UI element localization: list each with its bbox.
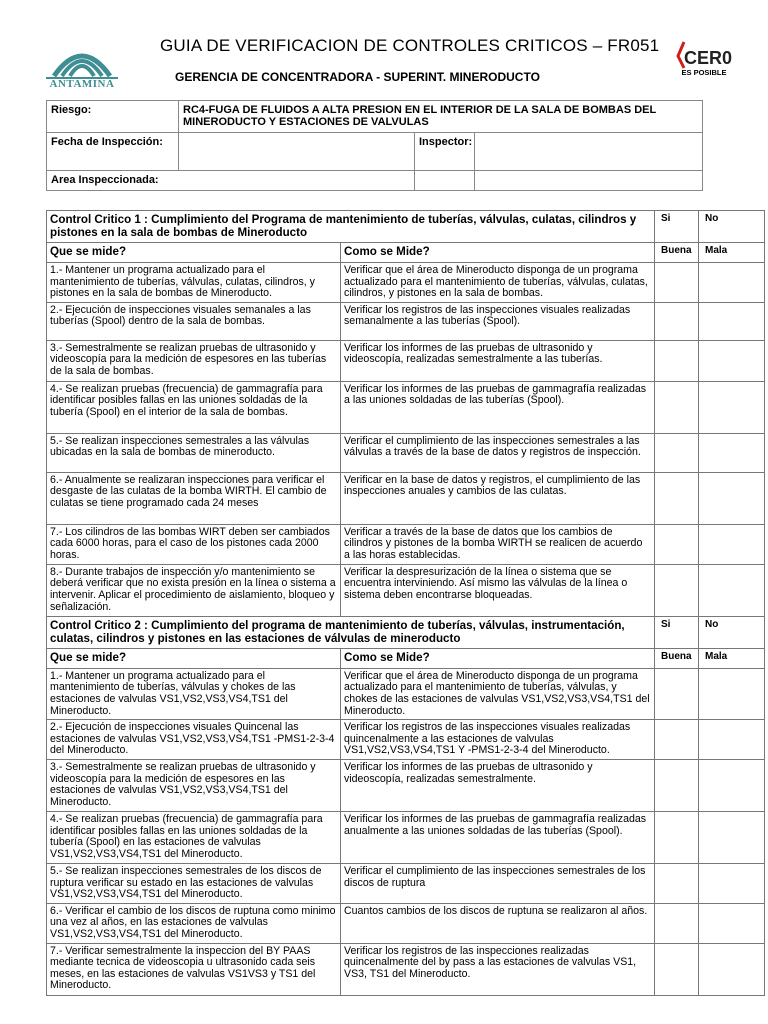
como-se-mide-cell: Verificar los informes de las pruebas de ultrasonido y videoscopía, realizadas semestralmente a las tuberías. [341, 340, 655, 381]
como-se-mide-cell: Verificar los informes de las pruebas de gammagrafía realizadas anualmente a las uniones soldadas de las tuberías (Spool). [341, 811, 655, 863]
control-title: Control Critico 1 : Cumplimiento del Programa de mantenimiento de tuberías, válvulas, culatas, cilindros y pistones en la sala de bombas de Mineroducto [47, 211, 655, 243]
buena-checkbox[interactable] [655, 302, 699, 340]
que-se-mide-cell: 6.- Anualmente se realizaran inspecciones para verificar el desgaste de las culatas de la bomba WIRTH. El cambio de culatas se tiene programado cada 24 meses [47, 472, 341, 524]
mala-checkbox[interactable] [699, 943, 765, 995]
como-se-mide-cell: Cuantos cambios de los discos de ruptuna se realizaron al años. [341, 903, 655, 943]
buena-checkbox[interactable] [655, 943, 699, 995]
como-se-mide-cell: Verificar a través de la base de datos que los cambios de cilindros y pistones de la bomba WIRTH se realicen de acuerdo a las horas establecidas. [341, 524, 655, 564]
mala-header: Mala [699, 648, 765, 668]
mala-checkbox[interactable] [699, 668, 765, 719]
checklist-row [47, 472, 765, 524]
checklist-row [47, 524, 765, 564]
que-se-mide-cell: 4.- Se realizan pruebas (frecuencia) de gammagrafía para identificar posibles fallas en las uniones soldadas de la tubería (Spool) en el interior de la sala de bombas. [47, 381, 341, 433]
como-se-mide-header: Como se Mide? [341, 648, 655, 668]
mala-checkbox[interactable] [699, 472, 765, 524]
checklist-row [47, 340, 765, 381]
si-header: Si [655, 211, 699, 243]
mala-checkbox[interactable] [699, 564, 765, 616]
como-se-mide-cell: Verificar que el área de Mineroducto disponga de un programa actualizado para el mantenimiento de tuberías, válvulas, culatas, cilindros, y pistones en la sala de bombas. [341, 263, 655, 303]
que-se-mide-cell: 4.- Se realizan pruebas (frecuencia) de gammagrafía para identificar posibles fallas en las uniones soldadas de la tubería (Spool) en las estaciones de valvulas VS1,VS2,VS3,VS4,TS1 del Mineroducto. [47, 811, 341, 863]
checklist-row [47, 564, 765, 616]
mala-checkbox[interactable] [699, 381, 765, 433]
que-se-mide-header: Que se mide? [47, 243, 341, 263]
buena-checkbox[interactable] [655, 263, 699, 303]
inspection-info-table [46, 100, 703, 191]
checklist-row [47, 759, 765, 811]
mala-checkbox[interactable] [699, 720, 765, 760]
como-se-mide-cell: Verificar los registros de las inspecciones realizadas quincenalmente del by pass a las estaciones de valvulas VS1, VS3, TS1 del Mineroducto. [341, 943, 655, 995]
como-se-mide-cell: Verificar la despresurización de la línea o sistema que se encuentra interviniendo. Así mismo las válvulas de la línea o sistema deben encontrarse bloqueadas. [341, 564, 655, 616]
que-se-mide-cell: 5.- Se realizan inspecciones semestrales a las válvulas ubicadas en la sala de bombas de mineroducto. [47, 433, 341, 472]
que-se-mide-cell: 3.- Semestralmente se realizan pruebas de ultrasonido y videoscopía para la medición de espesores en las estaciones de valvulas VS1,VS2,VS3,VS4,TS1 del Mineroducto. [47, 759, 341, 811]
riesgo-value: RC4-FUGA DE FLUIDOS A ALTA PRESION EN EL INTERIOR DE LA SALA DE BOMBAS DEL MINERODUCTO Y ESTACIONES DE VALVULAS [179, 101, 703, 133]
buena-checkbox[interactable] [655, 381, 699, 433]
que-se-mide-cell: 3.- Semestralmente se realizan pruebas de ultrasonido y videoscopía para la medición de espesores en las tuberías de la sala de bombas. [47, 340, 341, 381]
que-se-mide-cell: 8.- Durante trabajos de inspección y/o mantenimiento se deberá verificar que no exista presión en la línea o sistema a intervenir. Aplicar el procedimiento de aislamiento, bloqueo y señalización. [47, 564, 341, 616]
checklist-row [47, 381, 765, 433]
area-field[interactable] [415, 171, 475, 191]
control-title: Control Critico 2 : Cumplimiento del programa de mantenimiento de tuberías, válvulas, instrumentación, culatas, cilindros y pistones en las estaciones de válvulas de mineroducto [47, 616, 655, 648]
checklist-row [47, 811, 765, 863]
si-header: Si [655, 616, 699, 648]
buena-checkbox[interactable] [655, 668, 699, 719]
mala-checkbox[interactable] [699, 811, 765, 863]
como-se-mide-cell: Verificar el cumplimiento de las inspecciones semestrales a las válvulas a través de la base de datos y registros de inspección. [341, 433, 655, 472]
que-se-mide-cell: 2.- Ejecución de inspecciones visuales Quincenal las estaciones de valvulas VS1,VS2,VS3,VS4,TS1 -PMS1-2-3-4 del Mineroducto. [47, 720, 341, 760]
buena-checkbox[interactable] [655, 564, 699, 616]
no-header: No [699, 616, 765, 648]
cero-logo-word: CER0 [684, 48, 733, 68]
checklist-row [47, 943, 765, 995]
checklist-row [47, 433, 765, 472]
cero-logo-subtitle: ES POSIBLE [681, 68, 727, 77]
critical-controls-checklist [46, 210, 765, 996]
mala-checkbox[interactable] [699, 340, 765, 381]
buena-checkbox[interactable] [655, 524, 699, 564]
document-title: GUIA DE VERIFICACION DE CONTROLES CRITICOS – FR051 [160, 36, 660, 55]
mala-header: Mala [699, 243, 765, 263]
antamina-logo-text: ANTAMINA [49, 78, 115, 90]
buena-checkbox[interactable] [655, 903, 699, 943]
que-se-mide-cell: 2.- Ejecución de inspecciones visuales semanales a las tuberías (Spool) dentro de la sala de bombas. [47, 302, 341, 340]
buena-checkbox[interactable] [655, 340, 699, 381]
checklist-row [47, 863, 765, 903]
que-se-mide-cell: 1.- Mantener un programa actualizado para el mantenimiento de tuberías, válvulas y chokes de las estaciones de valvulas VS1,VS2,VS3,VS4,TS1 del Mineroducto. [47, 668, 341, 719]
que-se-mide-cell: 7.- Verificar semestralmente la inspeccion del BY PAAS mediante tecnica de videoscopia u ultrasonido cada seis meses, en las estaciones de valvulas VS1VS3 y TS1 del Mineroducto. [47, 943, 341, 995]
como-se-mide-cell: Verificar los registros de las inspecciones visuales realizadas semanalmente a las tuberías (Spool). [341, 302, 655, 340]
buena-checkbox[interactable] [655, 720, 699, 760]
buena-checkbox[interactable] [655, 433, 699, 472]
mala-checkbox[interactable] [699, 903, 765, 943]
fecha-field[interactable] [179, 133, 415, 171]
como-se-mide-cell: Verificar que el área de Mineroducto disponga de un programa actualizado para el mantenimiento de tuberías, válvulas, y chokes de las estaciones de valvulas VS1,VS2,VS3,VS4,TS1 del Mineroducto. [341, 668, 655, 719]
checklist-row [47, 302, 765, 340]
que-se-mide-cell: 5.- Se realizan inspecciones semestrales de los discos de ruptura verificar su estado en las estaciones de valvulas VS1,VS2,VS3,VS4,TS1 del Mineroducto. [47, 863, 341, 903]
riesgo-label: Riesgo: [47, 101, 179, 133]
que-se-mide-cell: 6.- Verificar el cambio de los discos de ruptuna como minimo una vez al años, en las estaciones de valvulas VS1,VS2,VS3,VS4,TS1 del Mineroducto. [47, 903, 341, 943]
buena-header: Buena [655, 243, 699, 263]
checklist-row [47, 720, 765, 760]
no-header: No [699, 211, 765, 243]
area-field-extra[interactable] [475, 171, 703, 191]
mala-checkbox[interactable] [699, 433, 765, 472]
mala-checkbox[interactable] [699, 524, 765, 564]
como-se-mide-header: Como se Mide? [341, 243, 655, 263]
que-se-mide-header: Que se mide? [47, 648, 341, 668]
que-se-mide-cell: 1.- Mantener un programa actualizado para el mantenimiento de tuberías, válvulas, culatas, cilindros, y pistones en la sala de bombas de Mineroducto. [47, 263, 341, 303]
mala-checkbox[interactable] [699, 863, 765, 903]
mala-checkbox[interactable] [699, 759, 765, 811]
fecha-label: Fecha de Inspección: [47, 133, 179, 171]
buena-checkbox[interactable] [655, 472, 699, 524]
buena-checkbox[interactable] [655, 759, 699, 811]
area-label: Area Inspeccionada: [47, 171, 415, 191]
como-se-mide-cell: Verificar los registros de las inspecciones visuales realizadas quincenalmente a las estaciones de valvulas VS1,VS2,VS3,VS4,TS1 Y -PMS1-2-3-4 del Mineroducto. [341, 720, 655, 760]
inspector-label: Inspector: [415, 133, 475, 171]
como-se-mide-cell: Verificar los informes de las pruebas de ultrasonido y videoscopía, realizadas semestralmente. [341, 759, 655, 811]
mala-checkbox[interactable] [699, 263, 765, 303]
buena-checkbox[interactable] [655, 811, 699, 863]
buena-checkbox[interactable] [655, 863, 699, 903]
checklist-row [47, 263, 765, 303]
buena-header: Buena [655, 648, 699, 668]
mala-checkbox[interactable] [699, 302, 765, 340]
document-subtitle: GERENCIA DE CONCENTRADORA - SUPERINT. MINERODUCTO [175, 70, 540, 84]
como-se-mide-cell: Verificar en la base de datos y registros, el cumplimiento de las inspecciones anuales y cambios de las culatas. [341, 472, 655, 524]
inspector-field[interactable] [475, 133, 703, 171]
como-se-mide-cell: Verificar el cumplimiento de las inspecciones semestrales de los discos de ruptura [341, 863, 655, 903]
como-se-mide-cell: Verificar los informes de las pruebas de gammagrafía realizadas a las uniones soldadas de las tuberías (Spool). [341, 381, 655, 433]
que-se-mide-cell: 7.- Los cilindros de las bombas WIRT deben ser cambiados cada 6000 horas, para el caso de los pistones cada 2000 horas. [47, 524, 341, 564]
checklist-row [47, 903, 765, 943]
checklist-row [47, 668, 765, 719]
